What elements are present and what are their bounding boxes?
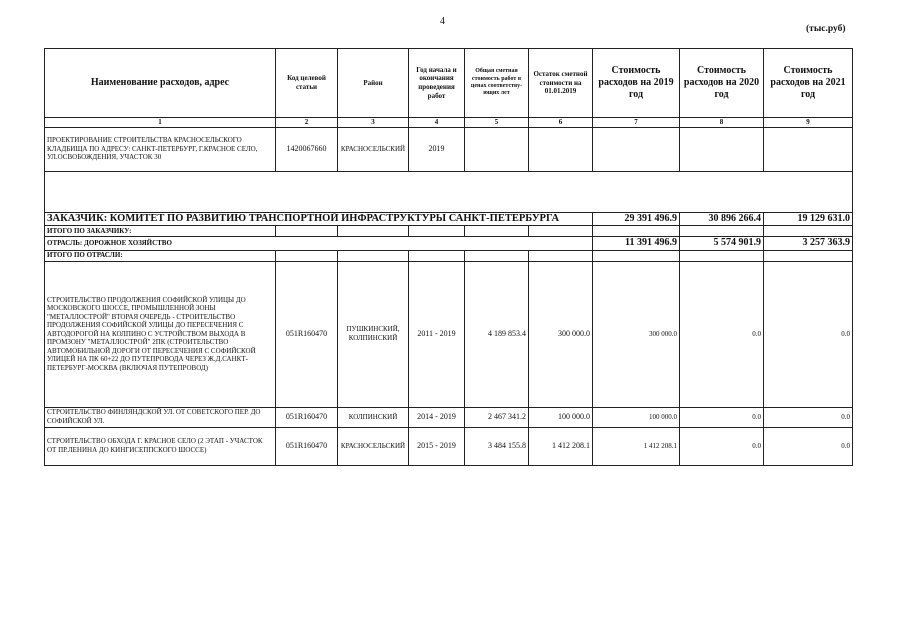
cell-empty xyxy=(680,226,764,237)
row-remainder: 300 000.0 xyxy=(529,261,593,407)
row-name: ПРОЕКТИРОВАНИЕ СТРОИТЕЛЬСТВА КРАСНОСЕЛЬСКОГО КЛАДБИЩА ПО АДРЕСУ: САНКТ-ПЕТЕРБУРГ, Г.КРАСНОЕ СЕЛО, УЛ.ОСВОБОЖДЕНИЯ, УЧАСТОК 30 xyxy=(45,127,276,171)
header-row xyxy=(45,49,853,118)
branch-total-row xyxy=(45,250,853,261)
row-district: КОЛПИНСКИЙ xyxy=(338,407,409,427)
cell-empty xyxy=(593,250,680,261)
col-number: 1 xyxy=(45,118,276,128)
header-cost-2020: Стоимость расходов на 2020 год xyxy=(680,49,764,118)
row-2019: 1 412 208.1 xyxy=(593,427,680,465)
header-cost-2021: Стоимость расходов на 2021 год xyxy=(764,49,853,118)
customer-2019: 29 391 496.9 xyxy=(593,212,680,226)
blank-spacer-row xyxy=(45,171,853,212)
column-number-row xyxy=(45,118,853,128)
row-empty xyxy=(593,127,680,171)
row-2021: 0.0 xyxy=(764,261,853,407)
row-years: 2011 - 2019 xyxy=(409,261,465,407)
row-2020: 0.0 xyxy=(680,261,764,407)
branch-total-label: ИТОГО ПО ОТРАСЛИ: xyxy=(45,250,276,261)
row-code: 051R160470 xyxy=(276,261,338,407)
row-name: СТРОИТЕЛЬСТВО ОБХОДА Г. КРАСНОЕ СЕЛО (2 ЭТАП - УЧАСТОК ОТ ПР.ЛЕНИНА ДО КИНГИСЕППСКОГО ШОССЕ) xyxy=(45,427,276,465)
row-district: КРАСНОСЕЛЬСКИЙ xyxy=(338,127,409,171)
col-number: 8 xyxy=(680,118,764,128)
table-row xyxy=(45,407,853,427)
col-number: 9 xyxy=(764,118,853,128)
budget-table xyxy=(44,48,853,466)
row-2019: 300 000.0 xyxy=(593,261,680,407)
cell-empty xyxy=(338,250,409,261)
table-row xyxy=(45,261,853,407)
row-empty xyxy=(764,127,853,171)
row-total: 3 484 155.8 xyxy=(465,427,529,465)
branch-2020: 5 574 901.9 xyxy=(680,237,764,250)
customer-total-row xyxy=(45,226,853,237)
row-2019: 100 000.0 xyxy=(593,407,680,427)
cell-empty xyxy=(680,250,764,261)
row-total: 2 467 341.2 xyxy=(465,407,529,427)
col-number: 2 xyxy=(276,118,338,128)
col-number: 5 xyxy=(465,118,529,128)
header-total-cost: Общая сметная стоимость работ в ценах соответству-ющих лет xyxy=(465,49,529,118)
customer-total-label: ИТОГО ПО ЗАКАЗЧИКУ: xyxy=(45,226,276,237)
cell-empty xyxy=(276,226,338,237)
row-district: ПУШКИНСКИЙ, КОЛПИНСКИЙ xyxy=(338,261,409,407)
row-2020: 0.0 xyxy=(680,427,764,465)
cell-empty xyxy=(409,250,465,261)
header-code: Код целевой статьи xyxy=(276,49,338,118)
row-years: 2014 - 2019 xyxy=(409,407,465,427)
col-number: 3 xyxy=(338,118,409,128)
header-years: Год начала и окончания проведения работ xyxy=(409,49,465,118)
row-years: 2019 xyxy=(409,127,465,171)
customer-label: ЗАКАЗЧИК: КОМИТЕТ ПО РАЗВИТИЮ ТРАНСПОРТНОЙ ИНФРАСТРУКТУРЫ САНКТ-ПЕТЕРБУРГА xyxy=(45,212,593,226)
row-district: КРАСНОСЕЛЬСКИЙ xyxy=(338,427,409,465)
row-2021: 0.0 xyxy=(764,427,853,465)
page-number: 4 xyxy=(440,16,445,27)
table-row-cemetery xyxy=(45,127,853,171)
cell-empty xyxy=(409,226,465,237)
header-name: Наименование расходов, адрес xyxy=(45,49,276,118)
cell-empty xyxy=(764,226,853,237)
row-2020: 0.0 xyxy=(680,407,764,427)
col-number: 6 xyxy=(529,118,593,128)
row-empty xyxy=(465,127,529,171)
row-total: 4 189 853.4 xyxy=(465,261,529,407)
row-years: 2015 - 2019 xyxy=(409,427,465,465)
cell-empty xyxy=(276,250,338,261)
col-number: 4 xyxy=(409,118,465,128)
cell-empty xyxy=(465,250,529,261)
spacer xyxy=(45,171,853,212)
row-name: СТРОИТЕЛЬСТВО ФИНЛЯНДСКОЙ УЛ. ОТ СОВЕТСКОГО ПЕР. ДО СОФИЙСКОЙ УЛ. xyxy=(45,407,276,427)
branch-label: ОТРАСЛЬ: ДОРОЖНОЕ ХОЗЯЙСТВО xyxy=(45,237,593,250)
customer-row xyxy=(45,212,853,226)
units-label: (тыс.руб) xyxy=(806,24,846,34)
row-empty xyxy=(680,127,764,171)
row-code: 1420067660 xyxy=(276,127,338,171)
row-code: 051R160470 xyxy=(276,407,338,427)
header-district: Район xyxy=(338,49,409,118)
row-empty xyxy=(529,127,593,171)
header-remainder: Остаток сметной стоимости на 01.01.2019 xyxy=(529,49,593,118)
customer-2020: 30 896 266.4 xyxy=(680,212,764,226)
row-2021: 0.0 xyxy=(764,407,853,427)
cell-empty xyxy=(593,226,680,237)
customer-2021: 19 129 631.0 xyxy=(764,212,853,226)
cell-empty xyxy=(338,226,409,237)
cell-empty xyxy=(529,226,593,237)
branch-row xyxy=(45,237,853,250)
row-name: СТРОИТЕЛЬСТВО ПРОДОЛЖЕНИЯ СОФИЙСКОЙ УЛИЦЫ ДО МОСКОВСКОГО ШОССЕ, ПРОМЫШЛЕННОЙ ЗОНЫ "МЕТАЛЛОСТРОЙ" ВТОРАЯ ОЧЕРЕДЬ - СТРОИТЕЛЬСТВО ПРОДОЛЖЕНИЯ СОФИЙСКОЙ УЛИЦЫ ДО ПЕРЕСЕЧЕНИЯ С АВТОДОРОГОЙ НА КОЛПИНО С УСТРОЙСТВОМ ВЫХОДА В ПРОМЗОНУ "МЕТАЛЛОСТРОЙ" 2ПК (СТРОИТЕЛЬСТВО АВТОМОБИЛЬНОЙ ДОРОГИ ОТ ПЕРЕСЕЧЕНИЯ С СОФИЙСКОЙ УЛИЦЕЙ НА ПК 60+22 ДО ПУТЕПРОВОДА ЧЕРЕЗ Ж.Д.САНКТ-ПЕТЕРБУРГ-МОСКВА (ВКЛЮЧАЯ ПУТЕПРОВОД) xyxy=(45,261,276,407)
cell-empty xyxy=(529,250,593,261)
row-remainder: 1 412 208.1 xyxy=(529,427,593,465)
row-code: 051R160470 xyxy=(276,427,338,465)
col-number: 7 xyxy=(593,118,680,128)
table-row xyxy=(45,427,853,465)
branch-2021: 3 257 363.9 xyxy=(764,237,853,250)
row-remainder: 100 000.0 xyxy=(529,407,593,427)
header-cost-2019: Стоимость расходов на 2019 год xyxy=(593,49,680,118)
branch-2019: 11 391 496.9 xyxy=(593,237,680,250)
cell-empty xyxy=(465,226,529,237)
cell-empty xyxy=(764,250,853,261)
